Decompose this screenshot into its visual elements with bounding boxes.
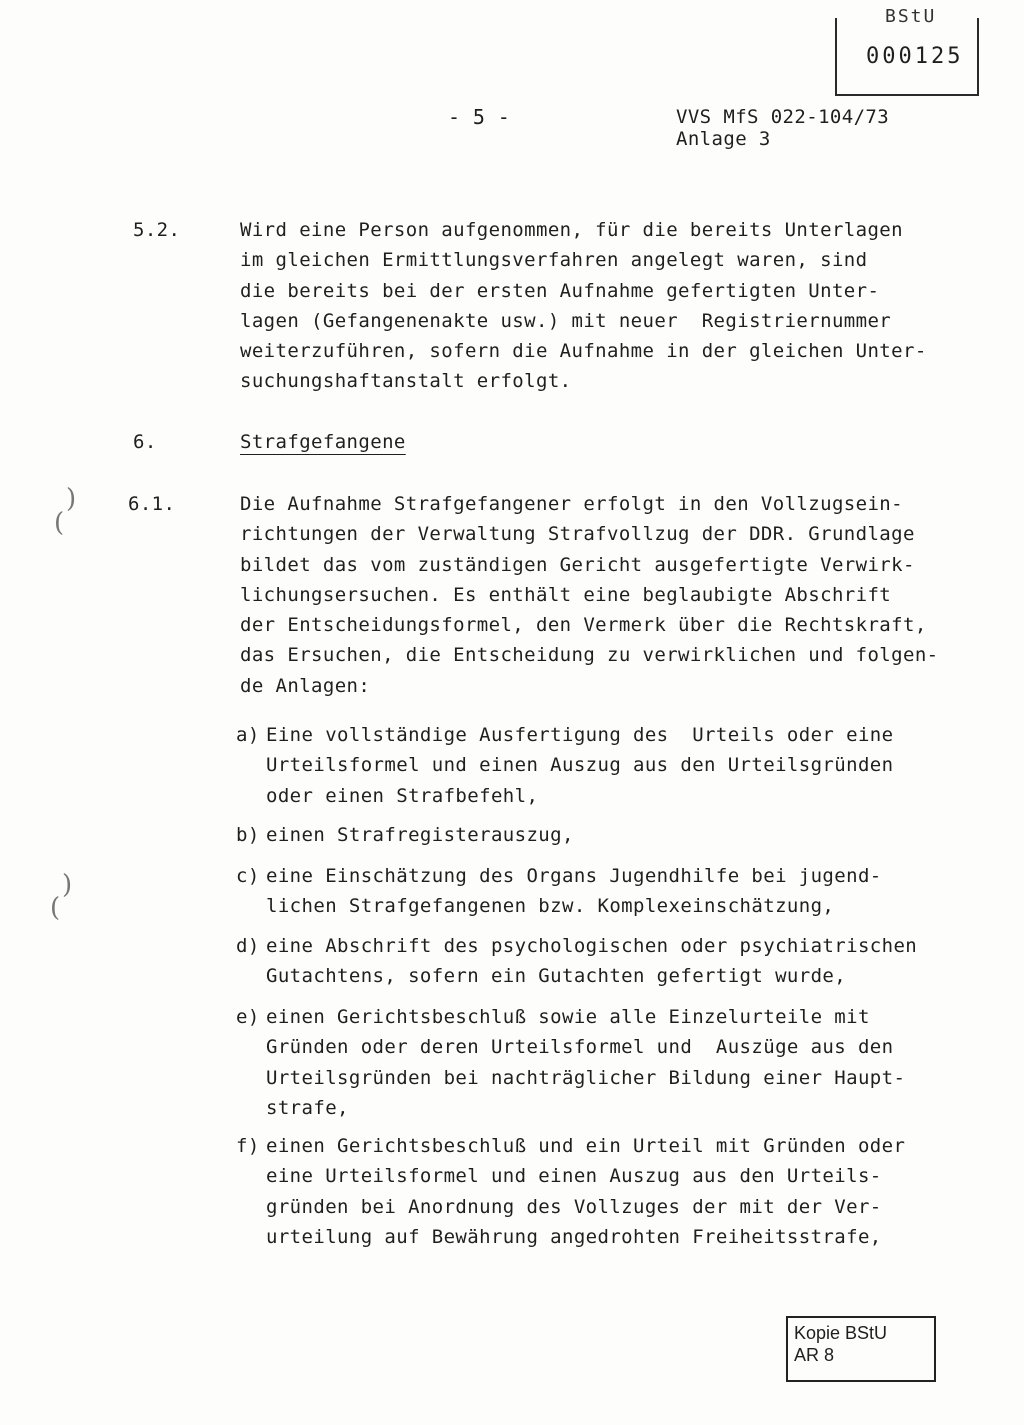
list-item-label: e) xyxy=(236,1006,260,1028)
list-item xyxy=(266,1131,905,1252)
paragraph-line: Wird eine Person aufgenommen, für die bereits Unterlagen xyxy=(240,219,903,241)
paragraph-line: lichungsersuchen. Es enthält eine beglaubigte Abschrift xyxy=(240,583,892,606)
archive-page-number: 000125 xyxy=(866,44,964,69)
list-item xyxy=(266,861,882,922)
list-item-label: d) xyxy=(236,935,260,957)
document-reference: VVS MfS 022-104/73 xyxy=(676,106,890,128)
margin-bracket-mark: ) xyxy=(66,484,77,514)
section-heading: Strafgefangene xyxy=(240,431,406,453)
paragraph-line: de Anlagen: xyxy=(240,674,371,697)
copy-stamp-line: Kopie BStU xyxy=(794,1323,888,1343)
list-item-line: Gutachtens, sofern ein Gutachten gefertigt wurde, xyxy=(266,965,847,988)
paragraph-line: bildet das vom zuständigen Gericht ausgefertigte Verwirk- xyxy=(240,553,915,576)
list-item-line: Eine vollständige Ausfertigung des Urteils oder eine xyxy=(266,724,894,746)
copy-stamp xyxy=(786,1316,936,1382)
margin-bracket-mark: ( xyxy=(50,893,61,923)
list-item-label: a) xyxy=(236,724,260,746)
margin-bracket-mark: ) xyxy=(62,870,73,900)
paragraph-line: weiterzuführen, sofern die Aufnahme in der gleichen Unter- xyxy=(240,340,927,363)
list-item-line: eine Einschätzung des Organs Jugendhilfe bei jugend- xyxy=(266,865,882,887)
list-item-line: einen Strafregisterauszug, xyxy=(266,824,574,846)
paragraph-line: richtungen der Verwaltung Strafvollzug der DDR. Grundlage xyxy=(240,523,915,546)
list-item-line: oder einen Strafbefehl, xyxy=(266,784,539,807)
list-item-line: lichen Strafgefangenen bzw. Komplexeinschätzung, xyxy=(266,895,835,918)
paragraph-line: lagen (Gefangenenakte usw.) mit neuer Registriernummer xyxy=(240,309,892,332)
list-item-label: b) xyxy=(236,824,260,846)
list-item-line: urteilung auf Bewährung angedrohten Freiheitsstrafe, xyxy=(266,1225,882,1248)
list-item xyxy=(266,1002,905,1123)
list-item xyxy=(266,820,574,850)
paragraph-line: Die Aufnahme Strafgefangener erfolgt in den Vollzugsein- xyxy=(240,493,903,515)
list-item-line: eine Abschrift des psychologischen oder psychiatrischen xyxy=(266,935,918,957)
margin-bracket-mark: ( xyxy=(54,508,65,538)
list-item xyxy=(266,931,917,992)
paragraph-line: das Ersuchen, die Entscheidung zu verwirklichen und folgen- xyxy=(240,644,939,667)
paragraph-line: der Entscheidungsformel, den Vermerk über die Rechtskraft, xyxy=(240,614,927,637)
list-item-line: strafe, xyxy=(266,1096,349,1119)
section-number: 6. xyxy=(133,431,157,453)
copy-stamp-line: AR 8 xyxy=(794,1345,835,1365)
list-item-line: einen Gerichtsbeschluß sowie alle Einzelurteile mit xyxy=(266,1006,870,1028)
archive-stamp-label: BStU xyxy=(885,6,937,27)
section-paragraph xyxy=(240,489,939,701)
section-number: 6.1. xyxy=(128,493,176,515)
list-item-line: Urteilsgründen bei nachträglicher Bildung einer Haupt- xyxy=(266,1066,906,1089)
paragraph-line: suchungshaftanstalt erfolgt. xyxy=(240,370,572,393)
section-paragraph xyxy=(240,215,927,397)
paragraph-line: im gleichen Ermittlungsverfahren angelegt waren, sind xyxy=(240,249,868,272)
annex-label: Anlage 3 xyxy=(676,128,771,150)
list-item-line: Gründen oder deren Urteilsformel und Auszüge aus den xyxy=(266,1036,894,1059)
list-item-line: einen Gerichtsbeschluß und ein Urteil mit Gründen oder xyxy=(266,1135,906,1157)
list-item-label: c) xyxy=(236,865,260,887)
list-item-line: Urteilsformel und einen Auszug aus den Urteilsgründen xyxy=(266,754,894,777)
list-item-line: gründen bei Anordnung des Vollzuges der mit der Ver- xyxy=(266,1195,882,1218)
page-number: - 5 - xyxy=(448,105,511,129)
list-item-label: f) xyxy=(236,1135,260,1157)
section-number: 5.2. xyxy=(133,219,181,241)
list-item xyxy=(266,720,893,811)
list-item-line: eine Urteilsformel und einen Auszug aus den Urteils- xyxy=(266,1165,882,1188)
paragraph-line: die bereits bei der ersten Aufnahme gefertigten Unter- xyxy=(240,279,880,302)
